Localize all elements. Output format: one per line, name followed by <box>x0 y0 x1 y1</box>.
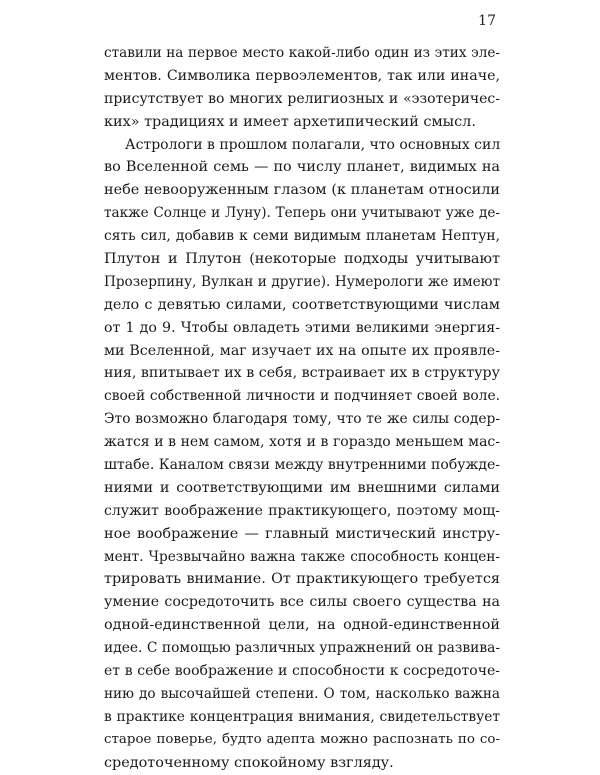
text-line: одной-единственной цели, на одной-единственной <box>104 617 500 634</box>
text-line: умение сосредоточить все силы своего существа на <box>104 594 500 611</box>
text-line: ет в себе воображение и способности к сосредоточе- <box>104 663 500 680</box>
text-line: ставили на первое место какой-либо один из этих эле- <box>104 45 500 61</box>
text-line: сять сил, добавив к семи видимым планетам Нептун, <box>104 228 500 245</box>
text-line: трировать внимание. От практикующего требуется <box>104 571 500 588</box>
text-line: присутствует во многих религиозных и «эзотеричес- <box>104 90 500 107</box>
text-line: небе невооруженным глазом (к планетам относили <box>104 182 500 199</box>
text-line: ния, впитывает их в себя, встраивает их в структуру <box>104 365 500 382</box>
text-line: Астрологи в прошлом полагали, что основных сил <box>125 136 500 153</box>
text-line: Плутон и Плутон (некоторые подходы учитывают <box>104 251 500 268</box>
text-line: жатся и в нем самом, хотя и в гораздо меньшем мас- <box>104 434 500 451</box>
text-line: мент. Чрезвычайно важна также способность концен- <box>104 548 500 565</box>
text-line: Это возможно благодаря тому, что те же силы содер- <box>104 411 500 428</box>
text-line: своей собственной личности и подчиняет своей воле. <box>104 388 500 405</box>
text-line: средоточенному спокойному взгляду. <box>104 754 394 771</box>
text-line: нию до высочайшей степени. О том, насколько важна <box>104 685 500 702</box>
text-line: служит воображение практикующего, поэтому мощ- <box>104 502 500 519</box>
text-line: ниями и соответствующими им внешними силами <box>104 479 500 496</box>
text-line: ное воображение — главный мистический инстру- <box>104 525 500 542</box>
text-line: в практике концентрация внимания, свидетельствует <box>104 708 500 725</box>
text-line: ментов. Символика первоэлементов, так или иначе, <box>104 67 500 84</box>
text-line: ми Вселенной, маг изучает их на опыте их проявле- <box>104 342 500 359</box>
body-text <box>104 42 500 775</box>
text-line: штабе. Каналом связи между внутренними побужде- <box>104 457 500 474</box>
text-line: во Вселенной семь — по числу планет, видимых на <box>104 159 500 176</box>
text-line: ких» традициях и имеет архетипический смысл. <box>104 113 476 130</box>
text-line: от 1 до 9. Чтобы овладеть этими великими энергия- <box>104 319 500 336</box>
text-line: Прозерпину, Вулкан и другие). Нумерологи же имеют <box>104 273 500 290</box>
text-line: дело с девятью силами, соответствующими числам <box>104 296 500 313</box>
text-line: также Солнце и Луну). Теперь они учитывают уже де- <box>104 205 500 222</box>
page-number: 17 <box>478 13 496 29</box>
text-line: идее. С помощью различных упражнений он развива- <box>104 640 500 657</box>
text-line: старое поверье, будто адепта можно распознать по со- <box>104 731 500 747</box>
